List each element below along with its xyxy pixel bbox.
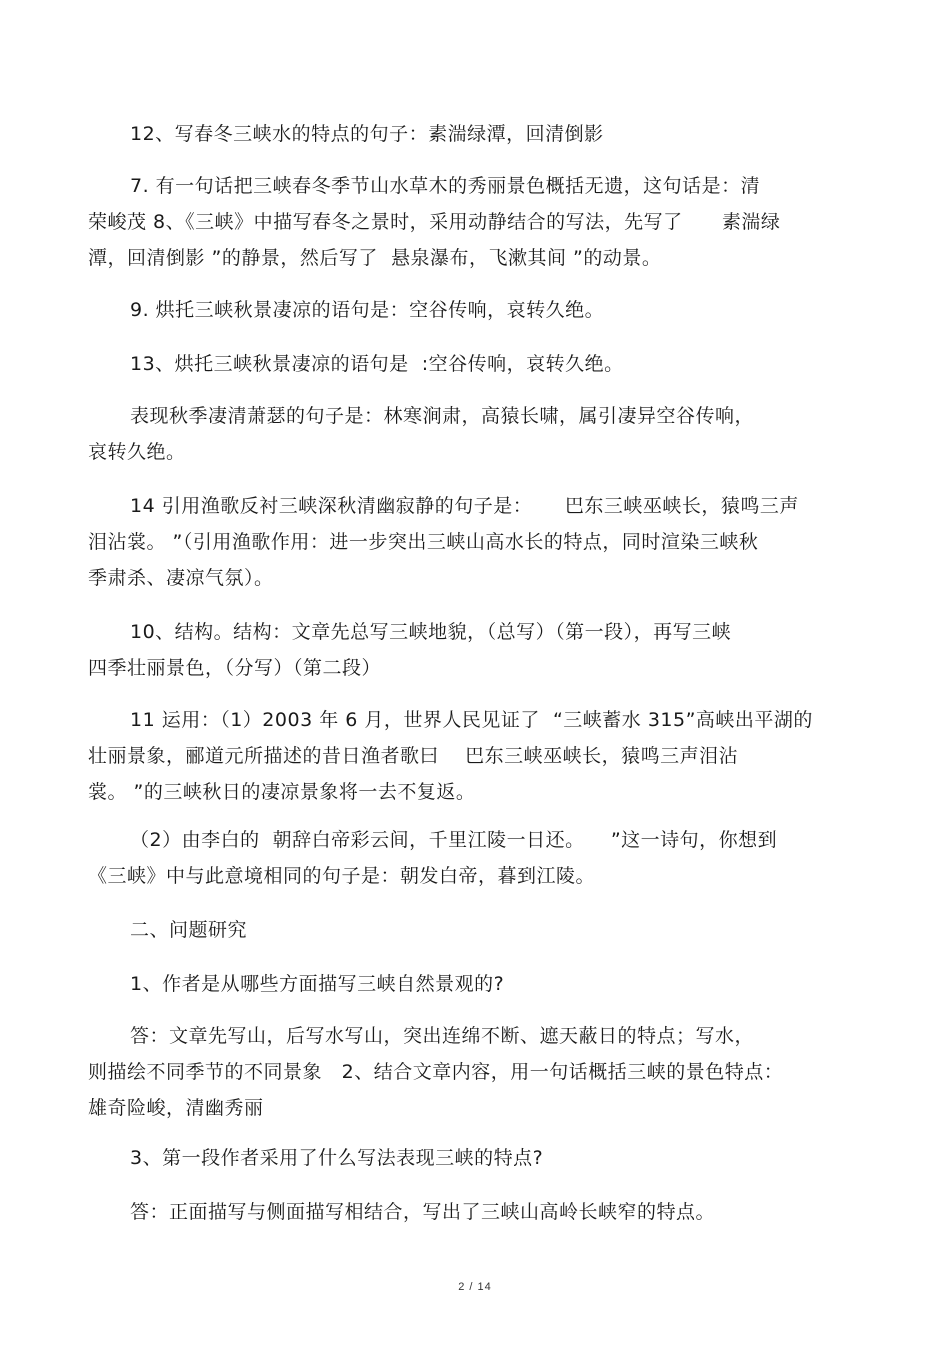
text-line: 哀转久绝。	[88, 441, 186, 463]
page-number: 2 / 14	[458, 1281, 492, 1293]
text-line: 12、写春冬三峡水的特点的句子：素湍绿潭，回清倒影	[130, 123, 604, 145]
text-line: 14 引用渔歌反衬三峡深秋清幽寂静的句子是： 巴东三峡巫峡长，猿鸣三声	[130, 495, 799, 517]
paragraph-11-2	[88, 822, 858, 894]
text-line: 表现秋季凄清萧瑟的句子是：林寒涧肃，高猿长啸，属引凄异空谷传响，	[130, 405, 755, 427]
question-3	[88, 1140, 858, 1176]
text-line: 季肃杀、凄凉气氛）。	[88, 567, 274, 589]
text-line: 四季壮丽景色，（分写）（第二段）	[88, 657, 382, 679]
answer-3	[88, 1194, 858, 1230]
text-line: 13、烘托三峡秋景凄凉的语句是 :空谷传响，哀转久绝。	[130, 353, 624, 375]
text-line: 二、问题研究	[130, 919, 248, 941]
text-line: 裳。 ”的三峡秋日的凄凉景象将一去不复返。	[88, 781, 476, 803]
paragraph-14	[88, 488, 858, 596]
paragraph-12	[88, 116, 858, 152]
text-line: 答：文章先写山，后写水写山，突出连绵不断、遮天蔽日的特点；写水，	[130, 1025, 755, 1047]
text-line: 答：正面描写与侧面描写相结合，写出了三峡山高岭长峡窄的特点。	[130, 1201, 716, 1223]
paragraph-autumn	[88, 398, 858, 470]
text-line: 壮丽景象，郦道元所描述的昔日渔者歌曰 巴东三峡巫峡长，猿鸣三声泪沾	[88, 745, 739, 767]
paragraph-13	[88, 346, 858, 382]
section-heading	[88, 912, 858, 948]
paragraph-9	[88, 292, 858, 328]
text-line: （2）由李白的 朝辞白帝彩云间，千里江陵一日还。 ”这一诗句，你想到	[130, 829, 778, 851]
text-line: 雄奇险峻，清幽秀丽	[88, 1097, 264, 1119]
paragraph-7	[88, 168, 858, 276]
text-line: 潭，回清倒影 ”的静景，然后写了 悬泉瀑布，飞漱其间 ”的动景。	[88, 247, 662, 269]
text-line: 3、第一段作者采用了什么写法表现三峡的特点?	[130, 1147, 544, 1169]
paragraph-10	[88, 614, 858, 686]
text-line: 泪沾裳。 ”（引用渔歌作用：进一步突出三峡山高水长的特点，同时渲染三峡秋	[88, 531, 759, 553]
answer-1	[88, 1018, 858, 1126]
text-line: 10、结构。结构：文章先总写三峡地貌，（总写）（第一段），再写三峡	[130, 621, 732, 643]
paragraph-11	[88, 702, 858, 810]
text-line: 11 运用：（1）2003 年 6 月，世界人民见证了 “三峡蓄水 315”高峡出平湖的	[130, 709, 813, 731]
text-line: 7. 有一句话把三峡春冬季节山水草木的秀丽景色概括无遗，这句话是：清	[130, 175, 761, 197]
text-line: 1、作者是从哪些方面描写三峡自然景观的?	[130, 973, 505, 995]
text-line: 《三峡》中与此意境相同的句子是：朝发白帝，暮到江陵。	[88, 865, 596, 887]
text-line: 9. 烘托三峡秋景凄凉的语句是：空谷传响，哀转久绝。	[130, 299, 605, 321]
text-line: 则描绘不同季节的不同景象 2、结合文章内容，用一句话概括三峡的景色特点：	[88, 1061, 784, 1083]
question-1	[88, 966, 858, 1002]
text-line: 荣峻茂 8、《三峡》中描写春冬之景时，采用动静结合的写法，先写了 素湍绿	[88, 211, 781, 233]
